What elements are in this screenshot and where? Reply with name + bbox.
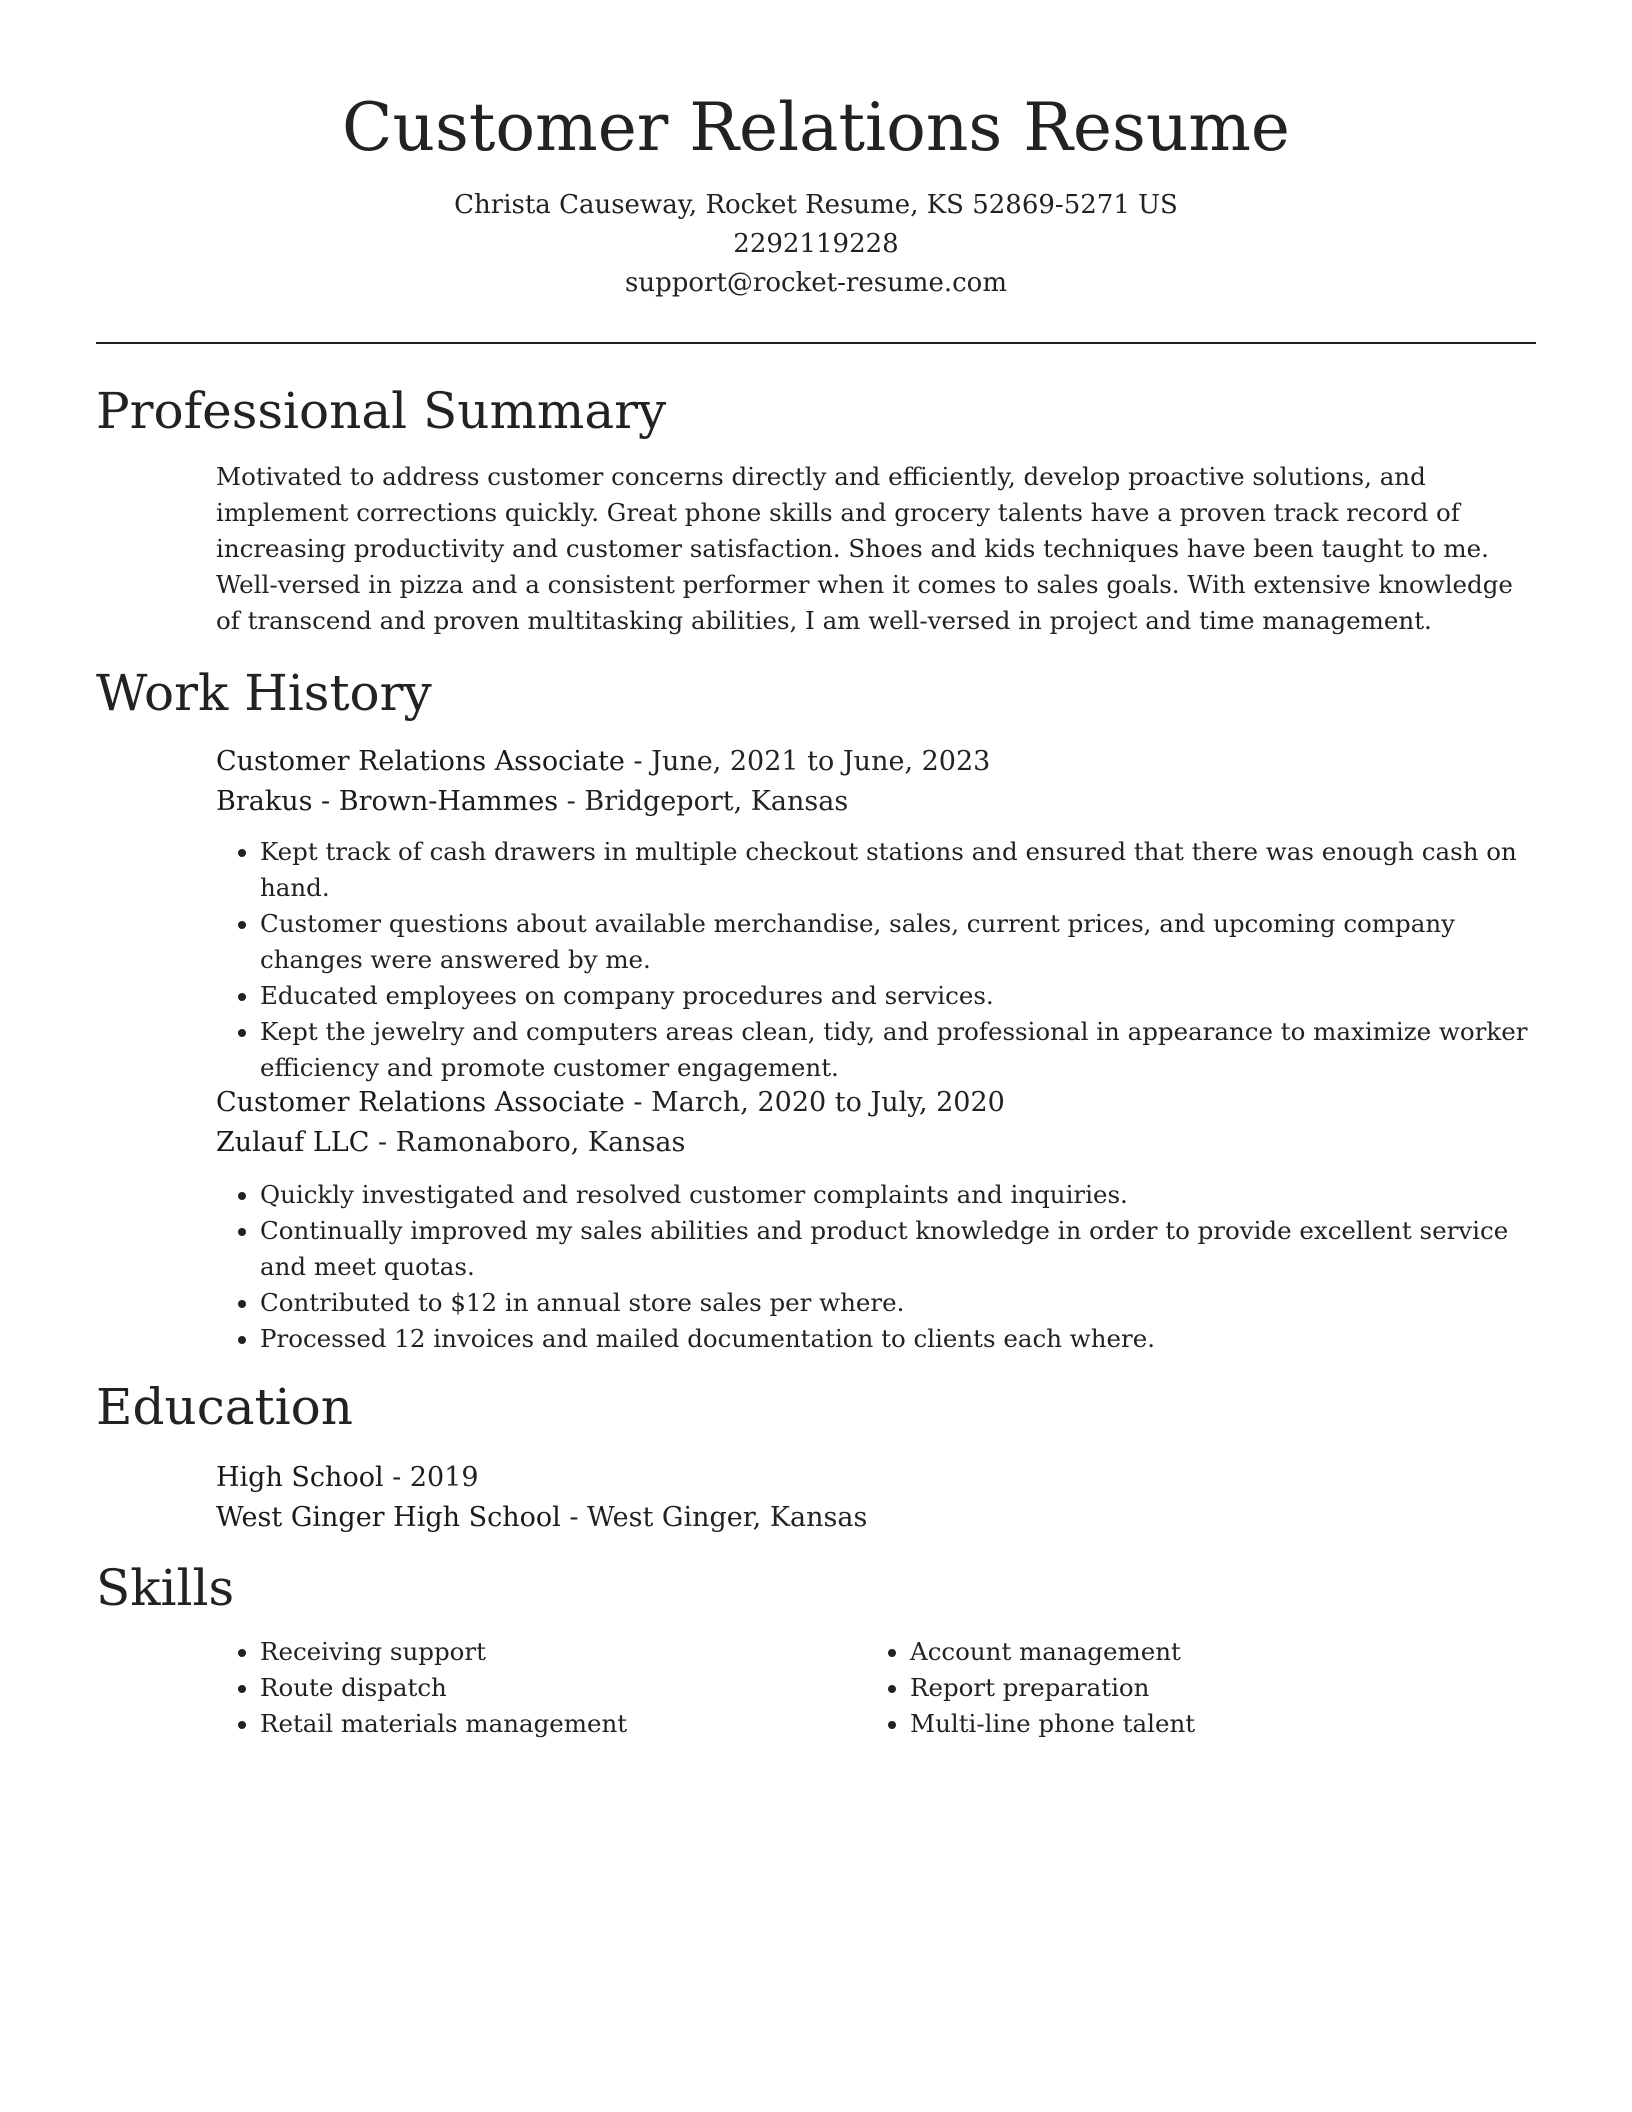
- contact-phone: 2292119228: [733, 229, 899, 259]
- education-location: - West Ginger, Kansas: [560, 1502, 868, 1533]
- job-bullet: • Quickly investigated and resolved customer complaints and inquiries.: [260, 1177, 1536, 1213]
- resume-header: [0, 0, 1632, 303]
- summary-text: Motivated to address customer concerns directly and efficiently, develop proactive solutions, and implement corrections quickly. Great phone skills and grocery talents have a proven track record of increasing productivity and customer satisfaction. Shoes and kids techniques have been taught to me. Well-versed in pizza and a consistent performer when it comes to sales goals. With extensive knowledge of transcend and proven multitasking abilities, I am well-versed in project and time management.: [216, 462, 1513, 635]
- skills-column-left: [216, 1634, 866, 1742]
- job-title-line: [216, 742, 1536, 782]
- job-company: Brakus - Brown-Hammes: [216, 786, 559, 817]
- job-location: - Bridgeport, Kansas: [558, 786, 849, 817]
- skills-heading: Skills: [96, 1559, 235, 1617]
- education-school-line: [216, 1498, 1536, 1538]
- job-entry: [216, 1083, 1536, 1357]
- job-company-line: [216, 1123, 1536, 1163]
- job-bullet-list: [216, 1177, 1536, 1357]
- job-dates: - June, 2021 to June, 2023: [624, 746, 991, 777]
- job-title: Customer Relations Associate: [216, 1087, 625, 1118]
- skills-list: [216, 1634, 866, 1742]
- skill-item: • Route dispatch: [260, 1670, 866, 1706]
- job-bullet: • Customer questions about available merchandise, sales, current prices, and upcoming company changes were answered by me.: [260, 906, 1536, 978]
- skill-item: • Retail materials management: [260, 1706, 866, 1742]
- job-title: Customer Relations Associate: [216, 746, 625, 777]
- job-company: Zulauf LLC: [216, 1127, 370, 1158]
- education-entry: [216, 1458, 1536, 1538]
- skill-item: • Account management: [910, 1634, 1516, 1670]
- contact-block: [0, 186, 1632, 303]
- job-location: - Ramonaboro, Kansas: [369, 1127, 686, 1158]
- job-bullet: • Processed 12 invoices and mailed documentation to clients each where.: [260, 1321, 1536, 1357]
- job-bullet: • Educated employees on company procedures and services.: [260, 978, 1536, 1014]
- education-degree: High School: [216, 1462, 384, 1493]
- job-bullet: • Continually improved my sales abilities and product knowledge in order to provide excellent service and meet quotas.: [260, 1213, 1536, 1285]
- job-title-line: [216, 1083, 1536, 1123]
- skills-column-right: [866, 1634, 1516, 1742]
- job-company-line: [216, 782, 1536, 822]
- job-entry: [216, 742, 1536, 1086]
- job-bullet: • Kept the jewelry and computers areas clean, tidy, and professional in appearance to maximize worker efficiency and promote customer engagement.: [260, 1014, 1536, 1086]
- skills-columns: [216, 1634, 1536, 1742]
- header-divider: [96, 342, 1536, 344]
- resume-title: Customer Relations Resume: [341, 89, 1290, 166]
- education-year: - 2019: [383, 1462, 479, 1493]
- job-bullet: • Contributed to $12 in annual store sales per where.: [260, 1285, 1536, 1321]
- summary-section: [216, 459, 1536, 639]
- education-degree-line: [216, 1458, 1536, 1498]
- work-history-heading: Work History: [96, 664, 432, 722]
- skill-item: • Multi-line phone talent: [910, 1706, 1516, 1742]
- summary-heading: Professional Summary: [96, 382, 667, 440]
- education-school: West Ginger High School: [216, 1502, 561, 1533]
- job-dates: - March, 2020 to July, 2020: [624, 1087, 1005, 1118]
- contact-address: Christa Causeway, Rocket Resume, KS 52869-5271 US: [454, 190, 1178, 220]
- job-bullet-list: [216, 834, 1536, 1086]
- education-heading: Education: [96, 1378, 353, 1436]
- skills-section: [216, 1634, 1536, 1742]
- skill-item: • Report preparation: [910, 1670, 1516, 1706]
- skills-list: [866, 1634, 1516, 1742]
- job-bullet: • Kept track of cash drawers in multiple checkout stations and ensured that there was enough cash on hand.: [260, 834, 1536, 906]
- skill-item: • Receiving support: [260, 1634, 866, 1670]
- contact-email: support@rocket-resume.com: [624, 268, 1007, 298]
